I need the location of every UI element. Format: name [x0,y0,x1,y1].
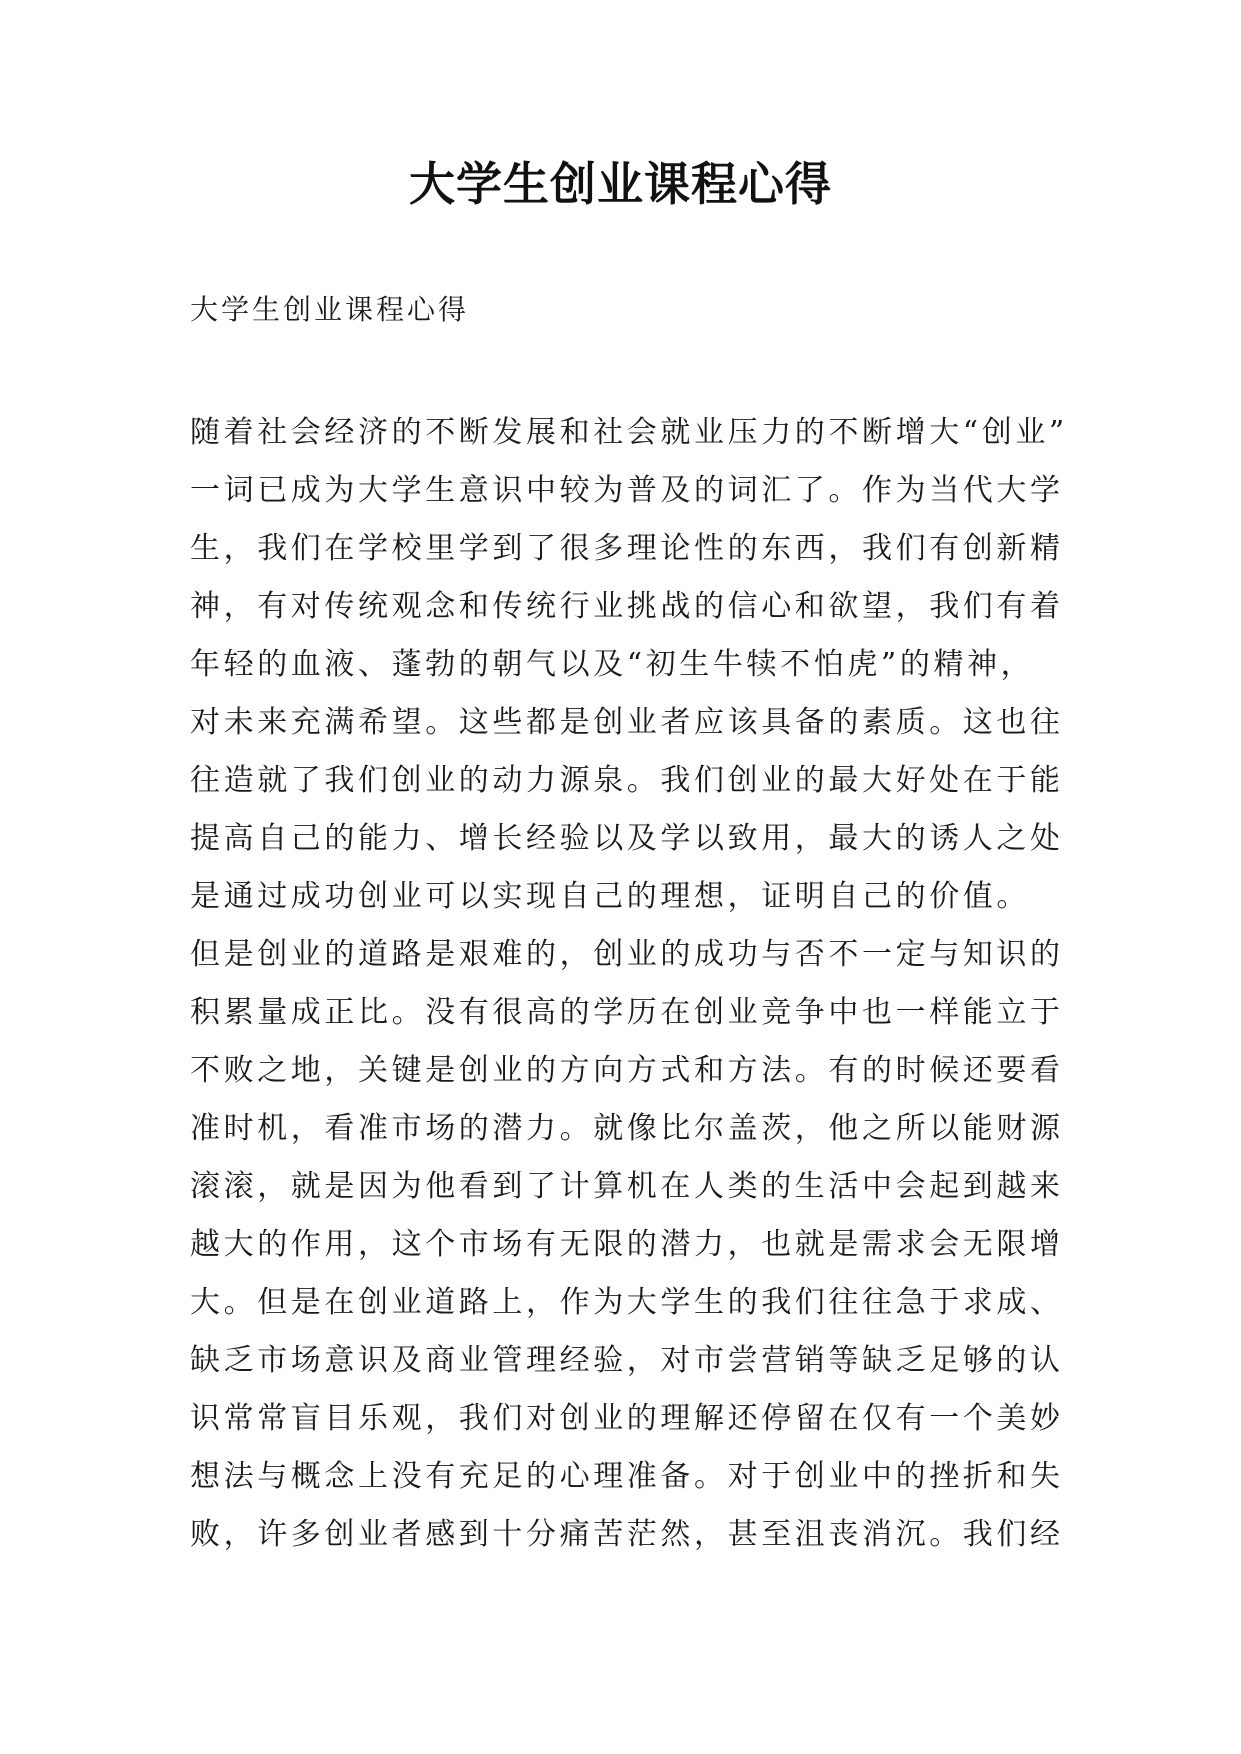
body-line: 准时机，看准市场的潜力。就像比尔盖茨，他之所以能财源 [190,1111,1064,1146]
body-line: 年轻的血液、蓬勃的朝气以及“初生牛犊不怕虎”的精神， [190,647,1035,682]
body-line: 生，我们在学校里学到了很多理论性的东西，我们有创新精 [190,531,1064,566]
body-line: 滚滚，就是因为他看到了计算机在人类的生活中会起到越来 [190,1169,1064,1204]
body-line: 对未来充满希望。这些都是创业者应该具备的素质。这也往 [190,705,1064,740]
body-line: 识常常盲目乐观，我们对创业的理解还停留在仅有一个美妙 [190,1401,1064,1436]
document-body [190,404,1070,1564]
body-line: 大。但是在创业道路上，作为大学生的我们往往急于求成、 [190,1285,1064,1320]
body-line: 不败之地，关键是创业的方向方式和方法。有的时候还要看 [190,1053,1064,1088]
body-line: 败，许多创业者感到十分痛苦茫然，甚至沮丧消沉。我们经 [190,1517,1064,1552]
body-line: 随着社会经济的不断发展和社会就业压力的不断增大“创业” [190,415,1068,450]
body-line: 但是创业的道路是艰难的，创业的成功与否不一定与知识的 [190,937,1064,972]
body-line: 缺乏市场意识及商业管理经验，对市尝营销等缺乏足够的认 [190,1343,1064,1378]
body-line: 提高自己的能力、增长经验以及学以致用，最大的诱人之处 [190,821,1064,856]
body-line: 积累量成正比。没有很高的学历在创业竞争中也一样能立于 [190,995,1064,1030]
body-line: 往造就了我们创业的动力源泉。我们创业的最大好处在于能 [190,763,1064,798]
body-line: 想法与概念上没有充足的心理准备。对于创业中的挫折和失 [190,1459,1064,1494]
body-line: 越大的作用，这个市场有无限的潜力，也就是需求会无限增 [190,1227,1064,1262]
document-title: 大学生创业课程心得 [409,157,832,211]
body-line: 神，有对传统观念和传统行业挑战的信心和欲望，我们有着 [190,589,1064,624]
document-subtitle: 大学生创业课程心得 [190,293,470,326]
body-line: 是通过成功创业可以实现自己的理想，证明自己的价值。 [190,879,1030,914]
body-line: 一词已成为大学生意识中较为普及的词汇了。作为当代大学 [190,473,1064,508]
